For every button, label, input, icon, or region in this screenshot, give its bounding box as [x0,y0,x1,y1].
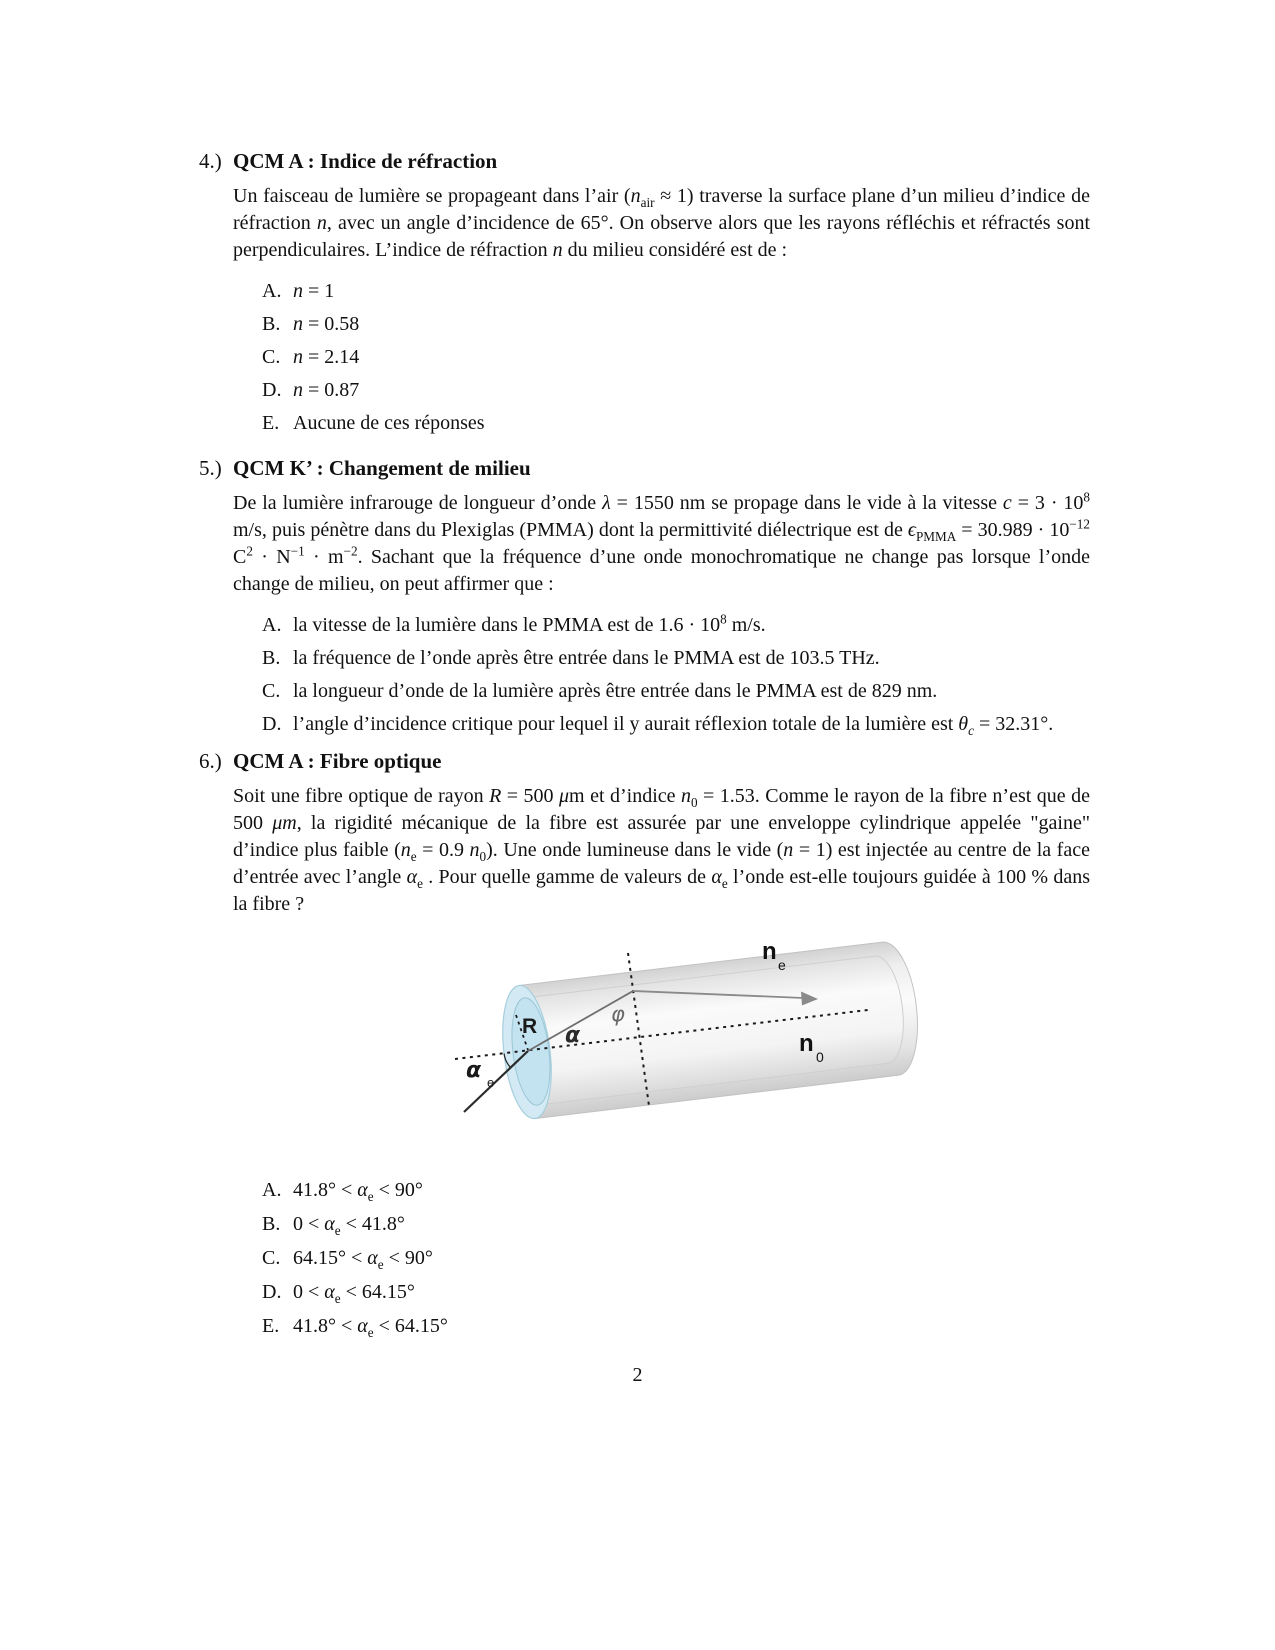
question-number: 4.) [199,149,222,173]
question-body: Soit une fibre optique de rayon R = 500 μm et d’indice $n_0 = 1.53$. Comme le rayon de la fibre n’est que de 500 μm, la rigidité mécanique de la fibre est assurée par une enveloppe cylindrique appelée "gaine" d’indice plus faible ($n_e = 0.9$ $n_0$). Une onde lumineuse dans le vide (n = 1) est injectée au centre de la face d’entrée avec l’angle $\alpha_e$ . Pour quelle gamme de valeurs de $\alpha_e$ l’onde est-elle toujours guidée à 100 % dans la fibre ? [233,785,1090,915]
option-text: Aucune de ces réponses [293,412,485,434]
label-n-0: n [799,1030,814,1057]
option-text: n = 1 [293,280,335,302]
option-letter: B. [262,1213,281,1235]
options-list [233,611,1090,738]
options-list [233,280,1090,434]
option-row [262,280,1090,302]
question-6 [199,748,1090,1349]
option-text: $0 < \alpha_e < 41.8^\circ$ [293,1213,405,1238]
label-n-e-sub: e [778,957,786,973]
question-4-heading [199,148,1090,175]
option-text: $41.8^\circ < \alpha_e < 64.15^\circ$ [293,1315,448,1340]
option-row [262,611,1090,636]
option-text: la fréquence de l’onde après être entrée dans le PMMA est de 103.5 THz. [293,647,880,669]
label-n-0-sub: 0 [816,1049,824,1065]
option-letter: D. [262,713,282,735]
option-row [262,647,1090,669]
option-text: n = 0.58 [293,313,360,335]
option-letter: E. [262,1315,280,1337]
option-text: la vitesse de la lumière dans le PMMA est de $1.6 \cdot 10^8$ m/s. [293,611,766,636]
option-text: $0 < \alpha_e < 64.15^\circ$ [293,1281,415,1306]
option-row [262,1315,1090,1338]
option-letter: D. [262,1281,282,1303]
option-text: n = 2.14 [293,346,360,368]
option-letter: D. [262,379,282,401]
option-row [262,1247,1090,1270]
question-body: De la lumière infrarouge de longueur d’onde λ = 1550 nm se propage dans le vide à la vitesse $c = 3 \cdot 10^8$ m/s, puis pénètre dans du Plexiglas (PMMA) dont la permittivité diélectrique est de $\epsilon_{PMMA} = 30.989 \cdot 10^{-12}$ $C^2 \cdot N^{-1} \cdot m^{-2}$. Sachant que la fréquence d’une onde monochromatique ne change pas lorsque l’onde change de milieu, on peut affirmer que : [233,489,1090,595]
label-n-e: n [762,938,777,965]
question-4 [199,148,1090,445]
question-title: QCM A : Fibre optique [233,749,442,773]
option-text: $41.8^\circ < \alpha_e < 90^\circ$ [293,1179,423,1204]
options-list [233,1179,1090,1338]
option-letter: A. [262,1179,282,1201]
option-row [262,1179,1090,1202]
question-number: 6.) [199,749,222,773]
option-text: l’angle d’incidence critique pour lequel il y aurait réflexion totale de la lumière est $\theta_c = 32.31^\circ$. [293,713,1054,738]
option-letter: C. [262,1247,281,1269]
label-alpha: α [565,1023,581,1048]
option-letter: A. [262,614,282,636]
question-6-heading [199,748,1090,775]
option-row [262,346,1090,368]
option-row [262,313,1090,335]
question-title: QCM K’ : Changement de milieu [233,456,531,480]
fiber-core [524,954,909,1106]
question-body: Un faisceau de lumière se propageant dans l’air $(n_{air} \approx 1)$ traverse la surface plane d’un milieu d’indice de réfraction n, avec un angle d’incidence de 65°. On observe alors que les rayons réfléchis et réfractés sont perpendiculaires. L’indice de réfraction n du milieu considéré est de : [233,185,1090,261]
option-text: la longueur d’onde de la lumière après être entrée dans le PMMA est de 829 nm. [293,680,938,702]
option-row [262,412,1090,434]
option-text: n = 0.87 [293,379,360,401]
option-text: $64.15^\circ < \alpha_e < 90^\circ$ [293,1247,433,1272]
option-letter: A. [262,280,282,302]
question-5 [199,455,1090,746]
question-5-heading [199,455,1090,482]
question-number: 5.) [199,456,222,480]
option-letter: B. [262,313,281,335]
option-row [262,379,1090,401]
label-phi: φ [611,1002,625,1026]
option-row [262,713,1090,738]
label-alpha-e: α [466,1058,482,1083]
fiber-figure-svg [440,930,930,1127]
option-row [262,1281,1090,1304]
option-letter: B. [262,647,281,669]
option-letter: E. [262,412,280,434]
question-title: QCM A : Indice de réfraction [233,149,498,173]
option-row [262,680,1090,702]
option-letter: C. [262,680,281,702]
page-number: 2 [632,1364,643,1386]
fiber-figure [440,930,930,1127]
label-radius: R [522,1015,538,1038]
label-alpha-e-sub: e [487,1075,495,1090]
option-letter: C. [262,346,281,368]
option-row [262,1213,1090,1236]
